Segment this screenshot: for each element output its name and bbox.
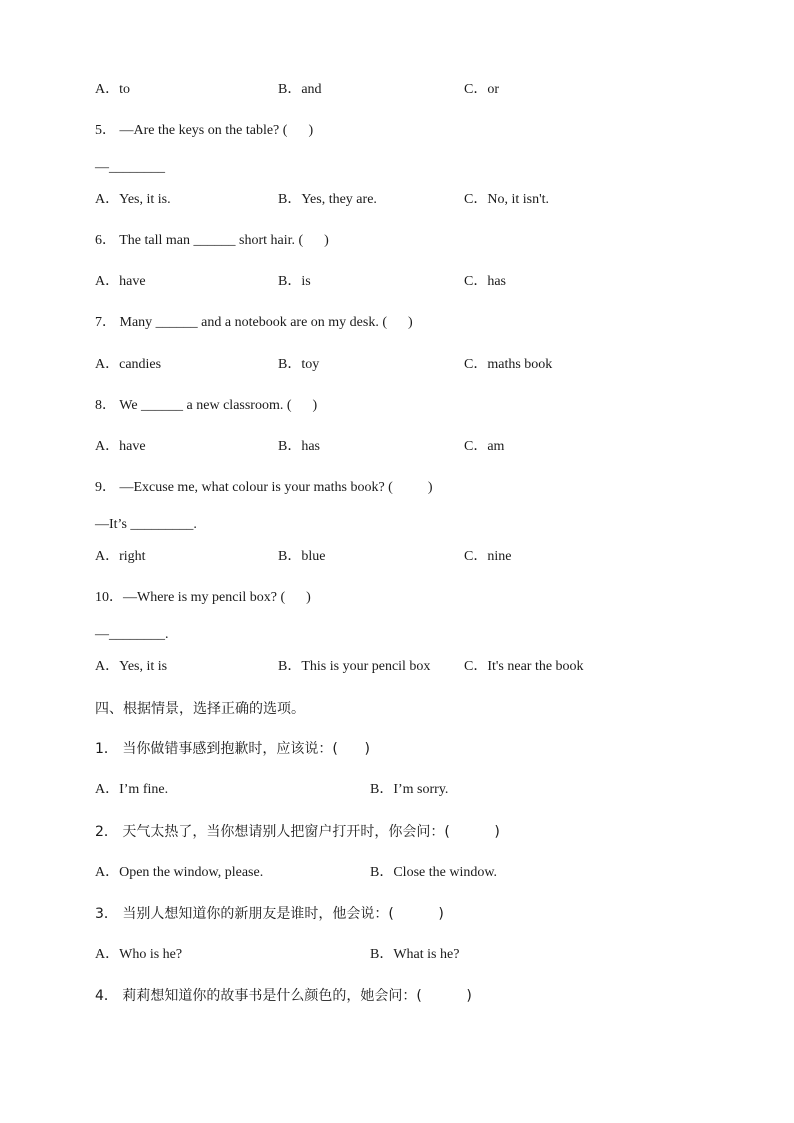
q5-option-a: A．Yes, it is. xyxy=(95,192,171,207)
q5-option-c: C．No, it isn't. xyxy=(464,192,549,207)
s4-q1-option-b: B．I’m sorry. xyxy=(370,782,449,797)
s4-q3-option-b: B．What is he? xyxy=(370,947,460,962)
q10-answer-line: —________. xyxy=(95,627,169,642)
q4-option-a: A．to xyxy=(95,82,130,97)
q4-option-b: B．and xyxy=(278,82,322,97)
s4-q1-stem: 1． 当你做错事感到抱歉时，应该说：( ) xyxy=(95,741,370,757)
q6-option-a: A．have xyxy=(95,274,146,289)
s4-q1-option-a: A．I’m fine. xyxy=(95,782,169,797)
q4-option-c: C．or xyxy=(464,82,499,97)
q8-stem: 8． We ______ a new classroom. ( ) xyxy=(95,398,318,413)
q6-stem: 6． The tall man ______ short hair. ( ) xyxy=(95,233,329,248)
q6-option-b: B．is xyxy=(278,274,311,289)
q7-option-a: A．candies xyxy=(95,357,162,372)
s4-q3-stem: 3． 当别人想知道你的新朋友是谁时，他会说：( ) xyxy=(95,906,444,922)
q7-stem: 7． Many ______ and a notebook are on my desk. ( ) xyxy=(95,315,413,330)
section4-heading: 四、根据情景，选择正确的选项。 xyxy=(95,701,305,717)
s4-q2-option-b: B．Close the window. xyxy=(370,865,498,880)
q8-option-a: A．have xyxy=(95,439,146,454)
q8-option-c: C．am xyxy=(464,439,505,454)
q9-option-c: C．nine xyxy=(464,549,512,564)
s4-q4-stem: 4． 莉莉想知道你的故事书是什么颜色的，她会问：( ) xyxy=(95,988,472,1004)
q9-answer-line: —It’s _________. xyxy=(95,517,197,532)
q6-option-c: C．has xyxy=(464,274,506,289)
q8-option-b: B．has xyxy=(278,439,320,454)
s4-q2-stem: 2． 天气太热了，当你想请别人把窗户打开时，你会问：( ) xyxy=(95,824,500,840)
q7-option-b: B．toy xyxy=(278,357,320,372)
q10-option-c: C．It's near the book xyxy=(464,659,584,674)
s4-q3-option-a: A．Who is he? xyxy=(95,947,183,962)
q9-option-a: A．right xyxy=(95,549,146,564)
q10-option-b: B．This is your pencil box xyxy=(278,659,431,674)
s4-q2-option-a: A．Open the window, please. xyxy=(95,865,264,880)
q9-option-b: B．blue xyxy=(278,549,326,564)
q10-option-a: A．Yes, it is xyxy=(95,659,168,674)
q10-stem: 10．—Where is my pencil box? ( ) xyxy=(95,590,311,605)
q5-stem: 5． —Are the keys on the table? ( ) xyxy=(95,123,314,138)
q5-answer-line: —________ xyxy=(95,160,165,175)
q9-stem: 9． —Excuse me, what colour is your maths book? ( ) xyxy=(95,480,433,495)
q5-option-b: B．Yes, they are. xyxy=(278,192,377,207)
q7-option-c: C．maths book xyxy=(464,357,553,372)
